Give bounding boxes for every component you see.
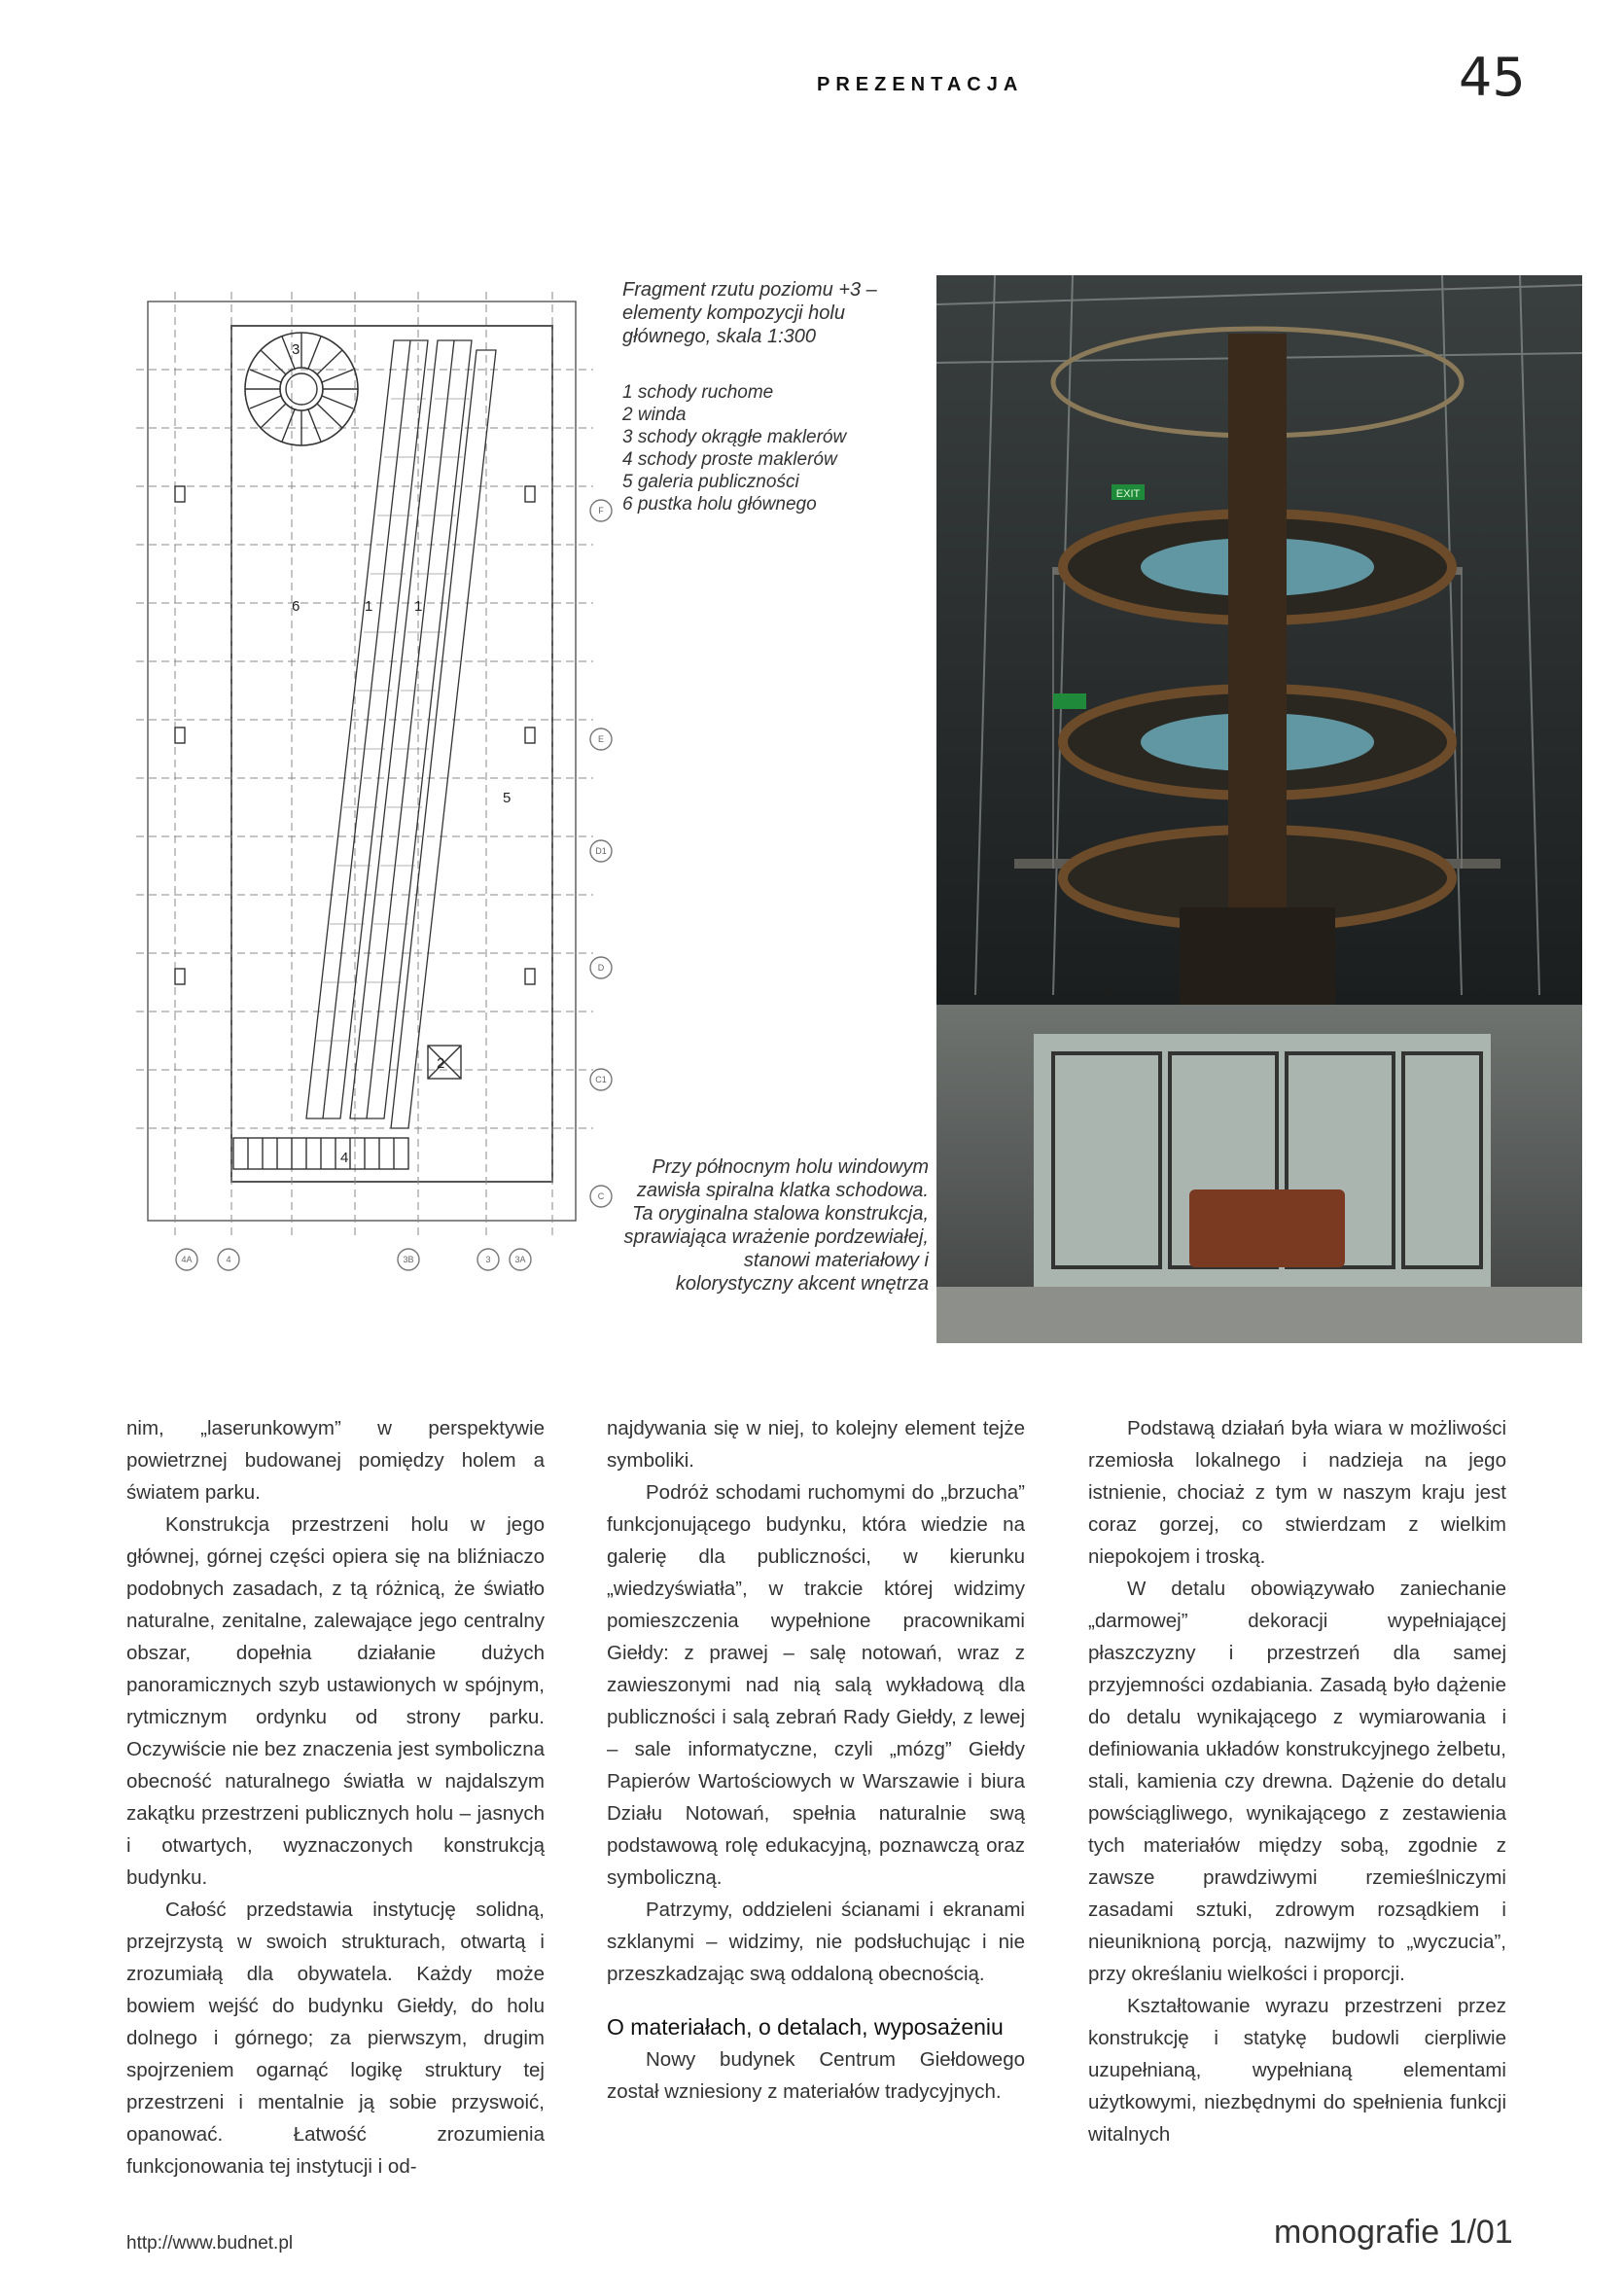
paragraph: najdywania się w niej, to kolejny element tejże symboliki. — [607, 1417, 1025, 1472]
axis-label-c1: C1 — [595, 1075, 607, 1084]
text-column-3 — [1088, 1412, 1506, 2150]
axis-label-c: C — [597, 1191, 605, 1201]
footer-publication: monografie 1/01 — [1274, 2214, 1513, 2251]
paragraph: Podstawą działań była wiara w możliwości rzemiosła lokalnego i nadzieja na jego istnienie, chociaż z tym w naszym kraju jest coraz gorzej, co stwierdzam z wielkim niepokojem i troską. — [1088, 1417, 1506, 1568]
axis-label-3b: 3B — [403, 1255, 414, 1264]
legend-item: 4 schody proste maklerów — [622, 449, 837, 470]
page-number: 45 — [1459, 47, 1526, 108]
section-heading: O materiałach, o detalach, wyposażeniu — [607, 2014, 1004, 2040]
text-column-2 — [607, 1412, 1025, 2108]
axis-label-d1: D1 — [595, 846, 607, 856]
straight-stair-plan — [233, 1138, 408, 1169]
plan-number-6: 6 — [292, 598, 300, 615]
plan-number-3: 3 — [292, 341, 300, 358]
exit-sign-text: EXIT — [1115, 488, 1141, 500]
paragraph: Patrzymy, oddzieleni ścianami i ekranami szklanymi – widzimy, nie podsłuchując i nie przeszkadzając swą oddaloną obecnością. — [607, 1899, 1025, 1985]
axis-label-3a: 3A — [514, 1255, 526, 1264]
plan-number-1a: 1 — [365, 598, 373, 615]
legend-item: 2 winda — [622, 405, 687, 425]
axis-label-e: E — [597, 734, 605, 744]
axis-label-4: 4 — [226, 1255, 231, 1264]
plan-outer-wall — [148, 302, 576, 1221]
plan-number-4: 4 — [340, 1150, 349, 1166]
paragraph: W detalu obowiązywało zaniechanie „darmowej” dekoracji wypełniającej płaszczyzny i przestrzeń dla samej przyjemności ozdabiania. Zasadą było dążenie do detalu wynikającego z wymiarowania i definiowania układów konstrukcyjnego żelbetu, stali, kamienia czy drewna. Dążenie do detalu powściągliwego, wynikającego z zestawienia tych materiałów między sobą, zgodnie z zawsze prawdziwymi rzemieślniczymi zasadami sztuki, zdrowym rozsądkiem i nieuniknioną porcją, nazwijmy to „wyczucia”, przy określaniu wielkości i proporcji. — [1088, 1578, 1506, 1985]
plan-number-2: 2 — [437, 1055, 445, 1072]
section-label: PREZENTACJA — [817, 74, 1024, 95]
legend-item: 3 schody okrągłe maklerów — [622, 427, 847, 447]
legend-item: 6 pustka holu głównego — [622, 494, 817, 515]
paragraph: Kształtowanie wyrazu przestrzeni przez konstrukcję i statykę budowli cierpliwie uzupełnianą, wypełnianą elementami użytkowymi, niezbędnymi do spełnienia funkcji witalnych — [1088, 1995, 1506, 2146]
axis-label-d: D — [597, 963, 605, 973]
photo-caption: Przy północnym holu windowym zawisła spiralna klatka schodowa. Ta oryginalna stalowa konstrukcja, sprawiająca wrażenie pordzewiałej, stanowi materiałowy i kolorystyczny akcent wnętrza — [623, 1156, 929, 1295]
plan-caption: Fragment rzutu poziomu +3 – elementy kompozycji holu głównego, skala 1:300 — [622, 279, 877, 347]
legend-item: 1 schody ruchome — [622, 382, 774, 403]
axis-label-3: 3 — [485, 1255, 491, 1264]
footer-url: http://www.budnet.pl — [126, 2233, 294, 2254]
escalators — [306, 340, 496, 1128]
text-column-1 — [126, 1412, 545, 2183]
paragraph: Całość przedstawia instytucję solidną, przejrzystą w swoich strukturach, otwartą i zrozumiałą dla obywatela. Każdy może bowiem wejść do budynku Giełdy, do holu dolnego i górnego; za pierwszym, drugim spojrzeniem ogarnąć logikę struktury tej przestrzeni i mentalnie ją sobie przyswoić, opanować. Łatwość zrozumienia funkcjonowania tej instytucji i od- — [126, 1899, 545, 2178]
floor-plan-drawing — [136, 282, 622, 1294]
paragraph: nim, „laserunkowym” w perspektywie powietrznej budowanej pomiędzy holem a światem parku. — [126, 1417, 545, 1504]
spiral-stair-plan — [245, 333, 358, 445]
plan-number-1b: 1 — [414, 598, 423, 615]
paragraph: Podróż schodami ruchomymi do „brzucha” funkcjonującego budynku, która wiedzie na galerię dla publiczności, w kierunku „wiedzyświatła”, w trakcie której widzimy pomieszczenia wypełnione pracownikami Giełdy: z prawej – salę notowań, wraz z zawieszonymi nad nią salą wykładową dla publiczności i salą zebrań Rady Giełdy, z lewej – sale informatyczne, czyli „mózg” Giełdy Papierów Wartościowych w Warszawie i biura Działu Notowań, spełnia naturalnie swą podstawową rolę edukacyjną, poznawczą oraz symboliczną. — [607, 1481, 1025, 1889]
plan-number-5: 5 — [503, 790, 512, 806]
legend-item: 5 galeria publiczności — [622, 472, 799, 492]
paragraph: Konstrukcja przestrzeni holu w jego głównej, górnej części opiera się na bliźniaczo podobnych zasadach, z tą różnicą, że światło naturalne, zenitalne, zalewające jego centralny obszar, dopełnia działanie dużych panoramicznych szyb ustawionych w spójnym, rytmicznym ordynku od strony parku. Oczywiście nie bez znaczenia jest symboliczna obecność naturalnego światła w najdalszym zakątku przestrzeni publicznych holu – jasnych i otwartych, wyznaczonych konstrukcją budynku. — [126, 1513, 545, 1889]
paragraph: Nowy budynek Centrum Giełdowego został wzniesiony z materiałów tradycyjnych. — [607, 2048, 1025, 2103]
plan-legend — [622, 381, 914, 515]
spiral-staircase-photo — [936, 275, 1582, 1343]
axis-label-f: F — [598, 506, 604, 515]
axis-label-4a: 4A — [181, 1255, 193, 1264]
